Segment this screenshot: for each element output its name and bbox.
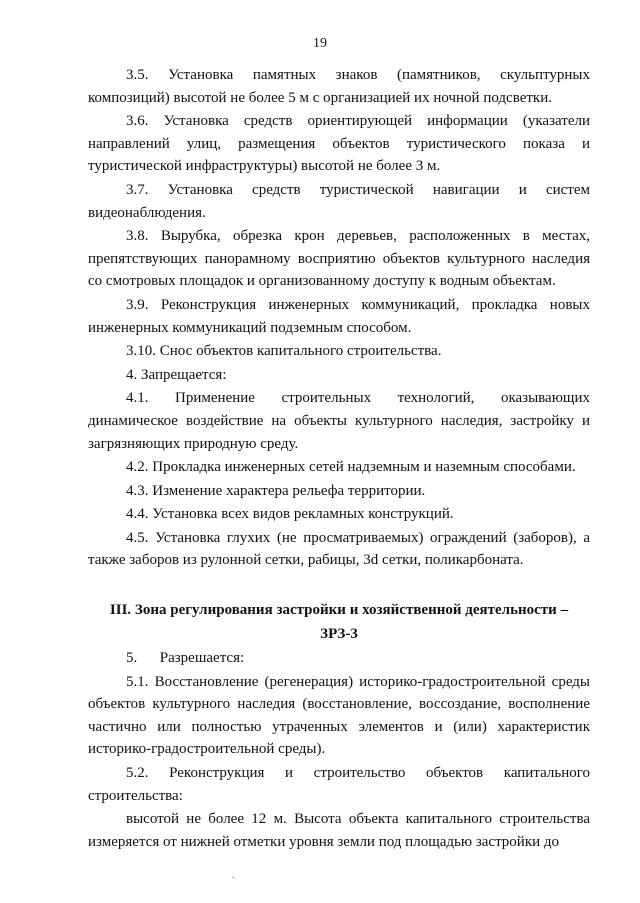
- paragraph-4: 4. Запрещается:: [126, 366, 227, 383]
- paragraph-3-9: 3.9. Реконструкция инженерных коммуникаций, прокладка новых инженерных коммуникаций подземным способом.: [88, 296, 590, 336]
- page-number: 19: [313, 36, 327, 51]
- paragraph-4-2: 4.2. Прокладка инженерных сетей надземным и наземным способами.: [126, 459, 576, 476]
- paragraph-5-1: 5.1. Восстановление (регенерация) историко-градостроительной среды объектов культурного наследия (восстановление, воссоздание, восполнение частично или полностью утраченных элементов и (или) характеристик историко-градостроительной среды).: [88, 673, 590, 758]
- footer-mark: .: [232, 870, 235, 881]
- paragraph-5-2: 5.2. Реконструкция и строительство объектов капитального строительства:: [88, 765, 590, 804]
- section-heading-line-2: ЗРЗ-3: [320, 626, 358, 643]
- paragraph-5: 5. Разрешается:: [126, 650, 245, 667]
- paragraph-4-1: 4.1. Применение строительных технологий, оказывающих динамическое воздействие на объекты культурного наследия, застройку и загрязняющих природную среду.: [88, 390, 590, 452]
- page-content: [88, 64, 590, 853]
- paragraph-3-7: 3.7. Установка средств туристической навигации и систем видеонаблюдения.: [88, 181, 590, 221]
- paragraph-4-5: 4.5. Установка глухих (не просматриваемых) ограждений (заборов), а также заборов из рулонной сетки, рабицы, 3d сетки, поликарбоната.: [88, 529, 590, 569]
- section-heading: [88, 598, 590, 646]
- paragraph-3-6: 3.6. Установка средств ориентирующей информации (указатели направлений улиц, размещения объектов туристического показа и туристической инфраструктуры) высотой не более 3 м.: [88, 113, 590, 175]
- paragraph-4-3: 4.3. Изменение характера рельефа территории.: [126, 482, 426, 499]
- paragraph-3-5: 3.5. Установка памятных знаков (памятников, скульптурных композиций) высотой не более 5 м с организацией их ночной подсветки.: [88, 67, 590, 106]
- paragraph-3-10: 3.10. Снос объектов капитального строительства.: [126, 343, 442, 360]
- paragraph-3-8: 3.8. Вырубка, обрезка крон деревьев, расположенных в местах, препятствующих панорамному восприятию объектов культурного наследия со смотровых площадок и организованному доступу к водным объектам.: [88, 228, 590, 290]
- paragraph-4-4: 4.4. Установка всех видов рекламных конструкций.: [126, 506, 454, 523]
- section-heading-line-1: III. Зона регулирования застройки и хозяйственной деятельности –: [109, 602, 569, 619]
- paragraph-height-limit: высотой не более 12 м. Высота объекта капитального строительства измеряется от нижней отметки уровня земли под площадью застройки до: [88, 811, 590, 850]
